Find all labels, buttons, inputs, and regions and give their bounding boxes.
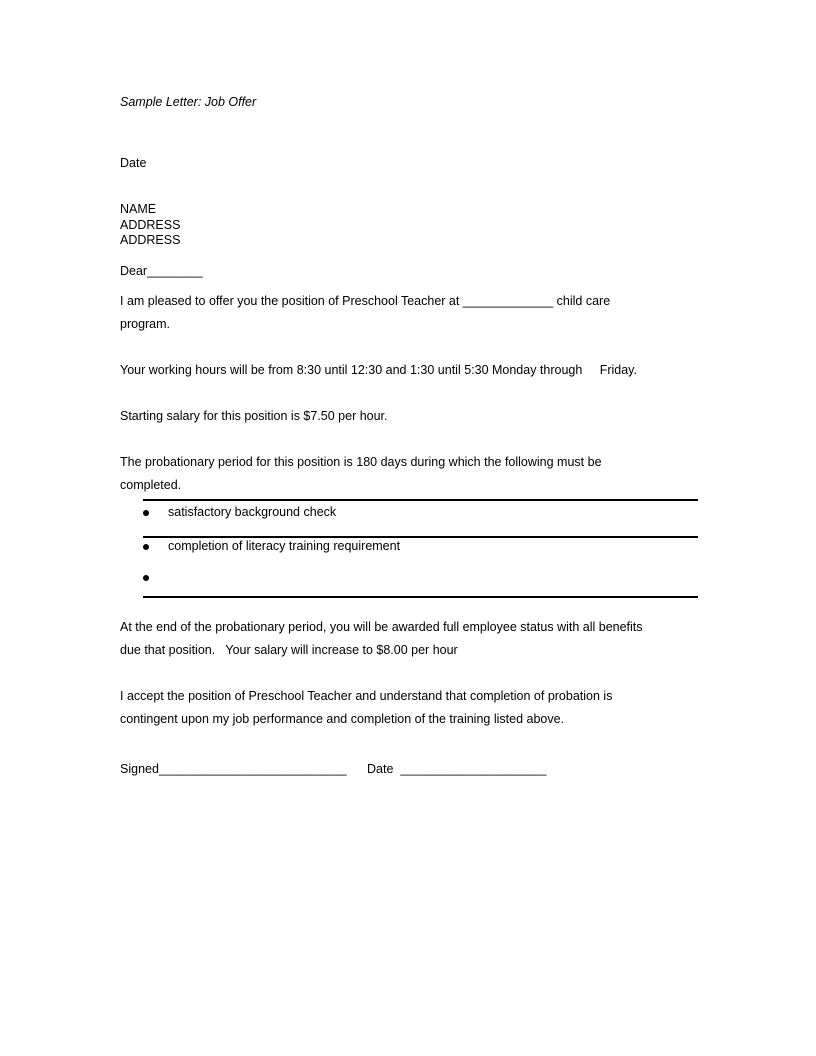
list-bottom-rule [143, 596, 698, 598]
recipient-address-line-2: ADDRESS [120, 233, 181, 247]
bullet-icon [143, 510, 149, 516]
salutation: Dear________ [120, 264, 203, 278]
list-item: completion of literacy training requirement [168, 539, 401, 553]
signature-line[interactable]: Signed___________________________ [120, 762, 347, 776]
date-label: Date [120, 156, 147, 170]
offer-text-line-2: program. [120, 317, 171, 331]
recipient-address-line-1: ADDRESS [120, 218, 181, 232]
letter-title: Sample Letter: Job Offer [120, 95, 257, 109]
list-top-rule [143, 499, 698, 501]
list-divider-rule [143, 536, 698, 538]
probation-text-line-2: completed. [120, 478, 182, 492]
end-probation-text-line-1: At the end of the probationary period, you will be awarded full employee status with all benefits [120, 620, 643, 634]
acceptance-text-line-2: contingent upon my job performance and completion of the training listed above. [120, 712, 565, 726]
end-probation-text-line-2: due that position. Your salary will increase to $8.00 per hour [120, 643, 458, 657]
offer-text-line-1: I am pleased to offer you the position of Preschool Teacher at _____________ child care [120, 294, 611, 308]
bullet-icon [143, 544, 149, 550]
probation-text-line-1: The probationary period for this position is 180 days during which the following must be [120, 455, 602, 469]
list-item: satisfactory background check [168, 505, 337, 519]
signature-date-line[interactable]: Date _____________________ [367, 762, 547, 776]
starting-salary-text: Starting salary for this position is $7.50 per hour. [120, 409, 388, 423]
recipient-name: NAME [120, 202, 157, 216]
acceptance-text-line-1: I accept the position of Preschool Teacher and understand that completion of probation is [120, 689, 613, 703]
bullet-icon [143, 575, 149, 581]
working-hours-text: Your working hours will be from 8:30 until 12:30 and 1:30 until 5:30 Monday through Friday. [120, 363, 637, 377]
